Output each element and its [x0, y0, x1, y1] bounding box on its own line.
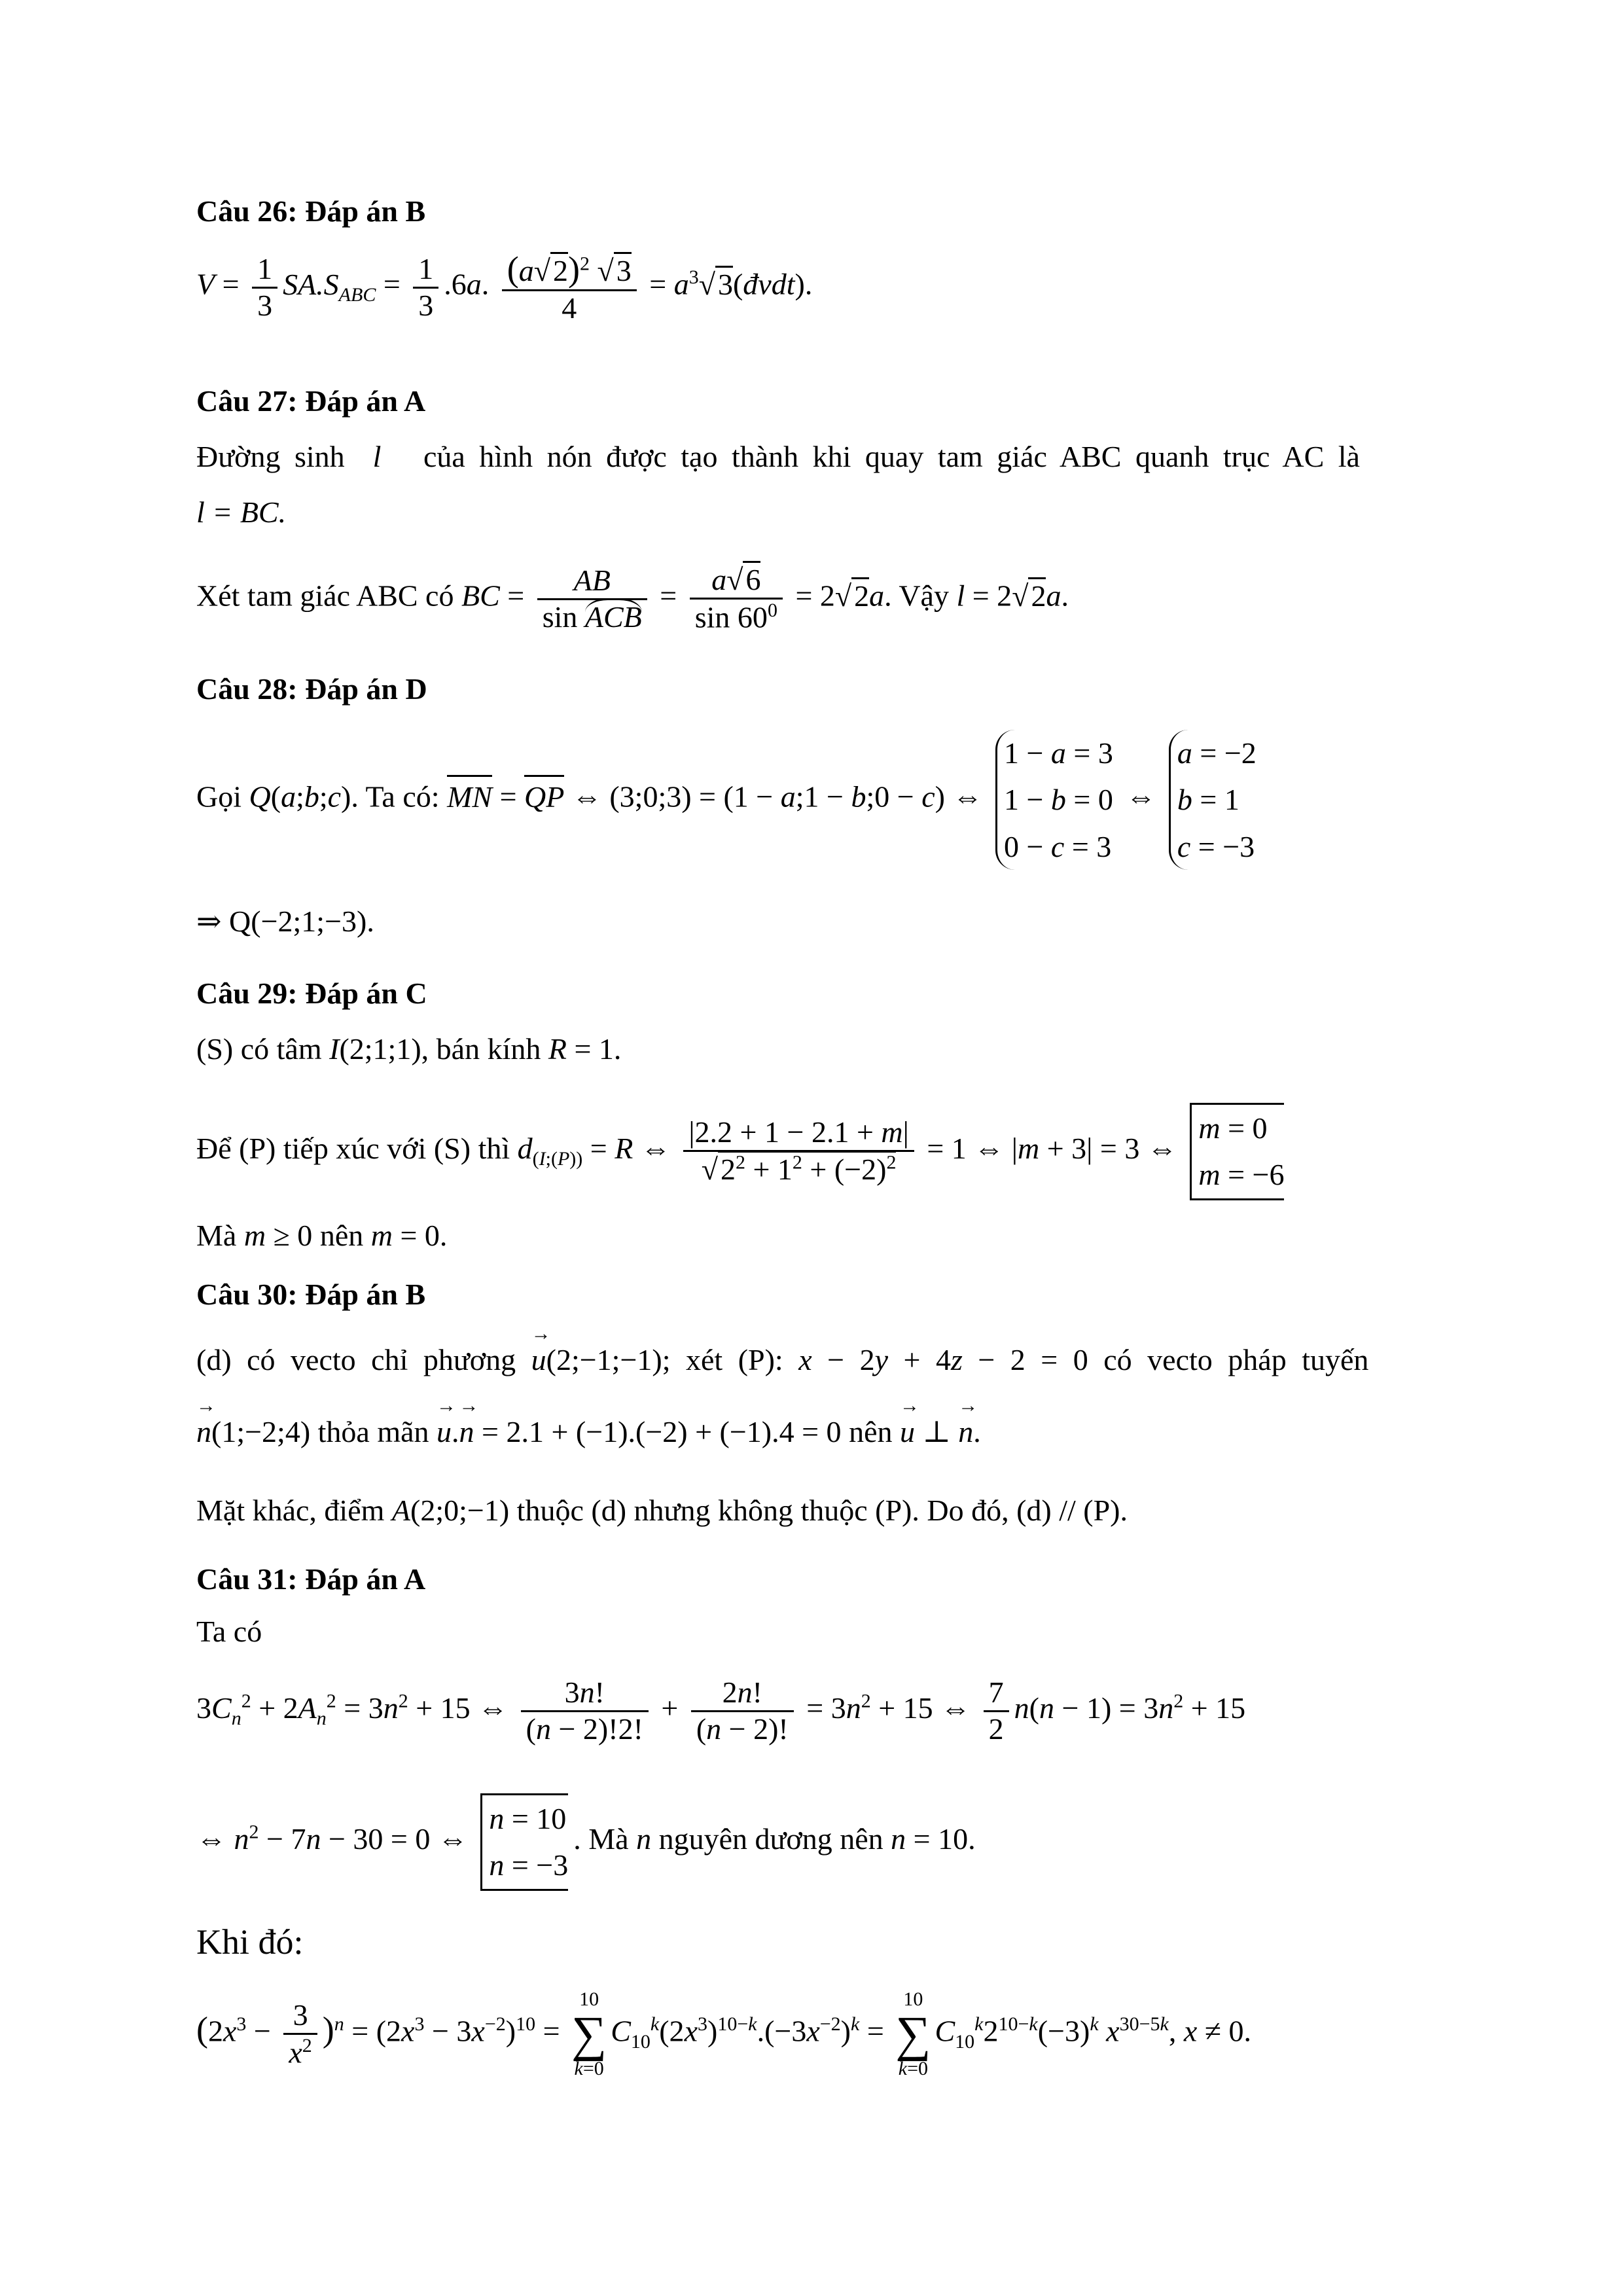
q30-line1-text-c: có vecto pháp tuyến — [1103, 1343, 1369, 1376]
q31-line3-text-b: nguyên dương nên — [658, 1821, 883, 1856]
q28-line1-text-b: Ta có: — [365, 780, 440, 814]
q30-line2-text-a: thỏa mãn — [317, 1415, 429, 1448]
q29-line3-text-b: nên — [319, 1219, 364, 1252]
q30-line2: n →(1;−2;4) thỏa mãn u →.n → = 2.1 + (−1).(−2) + (−1).4 = 0 nên u → ⊥ n →. — [196, 1414, 981, 1450]
q26-volume-formula: V = $\frac{1}{3}$ $SA.S_{ABC}$ = $\frac{1}{3}$ .6a. $\frac{(a√ 2)^2 √ 3}{4}$ = $a^3√$ 3(đvdt). — [196, 249, 812, 326]
q28-line1: Gọi Q(a;b;c). Ta có: MN = QP ⇔ (3;0;3) = (1 − a;1 − b;0 − c) ⇔ 1 − a = 3 1 − b = 0 0 − c = 3 ⇔ a = −2 b = 1 c = −3 — [196, 730, 1262, 870]
q31-line4: Khi đó: — [196, 1922, 304, 1962]
q28-heading: Câu 28: Đáp án D — [196, 672, 427, 706]
q31-expansion: ($2x^3$ − $\frac{3}{x^2}$ )$^n = (2x^3 - 3x^{-2})^{10}$ = 10 ∑ k=0 $C_{10}^k(2x^3)^{10-k}.(-3x^{-2})^k$ = 10 ∑ k=0 $C_{10}^k2^{10-k}(-3)^k$ $x^{30-5k}$, x ≠ 0. — [196, 1988, 1251, 2079]
q29-heading: Câu 29: Đáp án C — [196, 977, 427, 1010]
q30-line2-text-b: nên — [849, 1415, 893, 1448]
q31-line1: Ta có — [196, 1615, 262, 1648]
q27-line3-text-b: Vậy — [899, 579, 949, 613]
q31-line2: $3C_n^2 + 2A_n^2 = 3n^2 + 15$ ⇔ $\frac{3n!}{(n - 2)!2!}$ + $\frac{2n!}{(n - 2)!}$ = $3n^2 + 15$ ⇔ $\frac{7}{2}$ $n(n - 1) = 3n^2 + 15$ — [196, 1676, 1246, 1746]
q28-result: ⇒ Q(−2;1;−3). — [196, 905, 374, 938]
q29-line3-text-a: Mà — [196, 1219, 237, 1252]
q29-line2: Để (P) tiếp xúc với (S) thì $d_{(I;(P))} = R$ ⇔ |2.2 + 1 − 2.1 + m| √ $2^2 + 1^2 + (-2)^2$ = 1 ⇔ |m + 3| = 3 ⇔ m = 0 m = −6 — [196, 1103, 1289, 1200]
q30-line1: (d) có vecto chỉ phương u →(2;−1;−1); xét (P): x − 2y + 4z − 2 = 0 có vecto pháp tuyến — [196, 1342, 1368, 1378]
q27-line2: l = BC. — [196, 495, 287, 529]
q29-line2-text-a: Để (P) tiếp xúc với (S) thì — [196, 1131, 510, 1165]
q29-line1: (S) có tâm I(2;1;1), bán kính R = 1. — [196, 1032, 622, 1066]
q27-line1-text-b: của hình nón được tạo thành khi quay tam giác ABC quanh trục AC là — [423, 440, 1360, 473]
q30-heading: Câu 30: Đáp án B — [196, 1278, 426, 1311]
q31-line3-text-a: . Mà — [573, 1821, 629, 1856]
q31-heading: Câu 31: Đáp án A — [196, 1562, 426, 1596]
q30-line1-text-a: (d) có vecto chỉ phương — [196, 1343, 516, 1376]
q30-line3-text-a: Mặt khác, điểm — [196, 1494, 385, 1527]
q28-line1-text-a: Gọi — [196, 780, 241, 814]
q29-line3: Mà m ≥ 0 nên m = 0. — [196, 1219, 448, 1252]
q27-line3-text-a: Xét tam giác ABC có — [196, 579, 454, 613]
q30-line3: Mặt khác, điểm A(2;0;−1) thuộc (d) nhưng không thuộc (P). Do đó, (d) // (P). — [196, 1494, 1128, 1527]
q30-line3-text-b: thuộc (d) nhưng không thuộc (P). Do đó, (d) // (P). — [516, 1494, 1128, 1527]
q30-line1-text-b: ; xét (P): — [662, 1343, 783, 1376]
q29-line1-text-a: (S) có tâm — [196, 1032, 322, 1066]
q26-heading: Câu 26: Đáp án B — [196, 194, 426, 228]
q27-line1-text-a: Đường sinh — [196, 440, 345, 473]
q29-line1-text-b: , bán kính — [421, 1032, 541, 1066]
q31-line3: ⇔ $n^2 - 7n - 30 = 0$ ⇔ n = 10 n = −3 . Mà n nguyên dương nên n = 10. — [196, 1793, 976, 1891]
q27-line3: Xét tam giác ABC có BC = $\frac{AB}{\text{sin ACB}}$ = $\frac{a√ 6}{\sin 60^0}$ = 2√ 2a. Vậy l = 2√ 2a. — [196, 563, 1069, 635]
q27-heading: Câu 27: Đáp án A — [196, 384, 426, 418]
q27-line1: Đường sinh l của hình nón được tạo thành khi quay tam giác ABC quanh trục AC là — [196, 440, 1360, 473]
